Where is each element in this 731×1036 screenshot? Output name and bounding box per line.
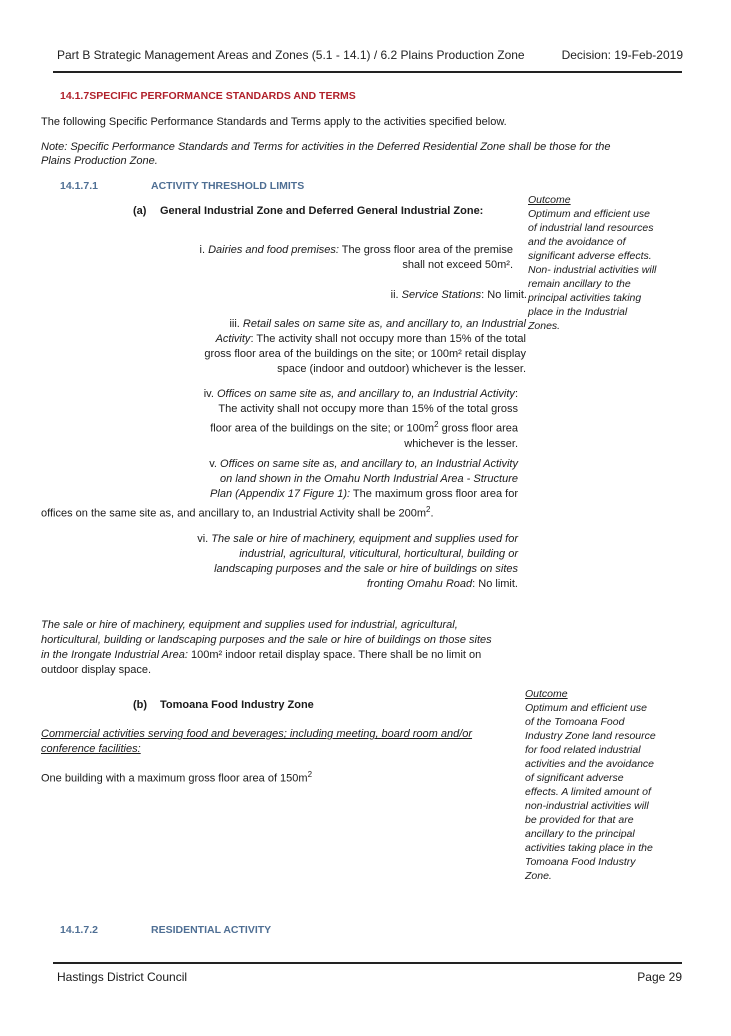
tomoana-limit: One building with a maximum gross floor area of $150m^2$ bbox=[41, 770, 313, 785]
section-title: 14.1.7SPECIFIC PERFORMANCE STANDARDS AND TERMS bbox=[60, 90, 356, 102]
item-v: v. Offices on same site as, and ancillary to, an Industrial Activity on land shown in the Omahu North Industrial Area - Structure Plan (Appendix 17 Figure 1): The maximum gross floor area for bbox=[209, 458, 518, 500]
header-decision-date: Decision: 19-Feb-2019 bbox=[561, 48, 683, 62]
tomoana-commercial-activities: Commercial activities serving food and beverages; including meeting, board room and/or conference facilities: bbox=[41, 728, 473, 755]
outcome-tomoana: Outcome Optimum and efficient use of the Tomoana Food Industry Zone land resource for food related industrial activities and the avoidance of significant adverse effects. A limited amount of non-industrial activities will be provided for that are ancillary to the principal activities taking place in the Tomoana Food Industry Zone. bbox=[525, 688, 656, 882]
item-iv: iv. Offices on same site as, and ancillary to, an Industrial Activity: The activity shall not occupy more than 15% of the total gross floor area of the buildings on the site; or $100m^2$ gross floor area whichever is the lesser. bbox=[203, 388, 518, 450]
outcome-industrial: Outcome Optimum and efficient use of industrial land resources and the avoidance of significant adverse effects. Non- industrial activities will remain ancillary to the principal activities taking place in the Industrial Zones. bbox=[528, 194, 657, 332]
item-vi: vi. The sale or hire of machinery, equipment and supplies used for industrial, agricultural, viticultural, horticultural, building or landscaping purposes and the sale or hire of buildings on sites fronting Omahu Road: No limit. bbox=[197, 533, 518, 590]
sub1-title: ACTIVITY THRESHOLD LIMITS bbox=[151, 180, 305, 192]
header-rule bbox=[53, 71, 682, 73]
para-a-label: (a) bbox=[133, 205, 147, 217]
sub2-number: 14.1.7.2 bbox=[60, 924, 98, 936]
item-i: i. Dairies and food premises: The gross floor area of the premise shall not exceed 50m². bbox=[199, 244, 513, 271]
sub2-title: RESIDENTIAL ACTIVITY bbox=[151, 924, 272, 936]
item-iii: iii. Retail sales on same site as, and ancillary to, an Industrial Activity: The activity shall not occupy more than 15% of the total gross floor area of the buildings on the site; or 100m² retail display space (indoor and outdoor) whichever is the lesser. bbox=[204, 318, 526, 375]
footer-council: Hastings District Council bbox=[57, 970, 188, 984]
footer-page-number: Page 29 bbox=[637, 970, 682, 984]
section-note: Note: Specific Performance Standards and Terms for activities in the Deferred Residential Zone shall be those for the Plains Production Zone. bbox=[41, 141, 611, 167]
header-title: Part B Strategic Management Areas and Zones (5.1 - 14.1) / 6.2 Plains Production Zone bbox=[57, 48, 525, 62]
sub1-number: 14.1.7.1 bbox=[60, 180, 98, 192]
para-a-title: General Industrial Zone and Deferred General Industrial Zone: bbox=[160, 205, 484, 217]
item-ii: ii. Service Stations: No limit. bbox=[390, 289, 527, 301]
irongate-paragraph: The sale or hire of machinery, equipment and supplies used for industrial, agricultural, horticultural, building or landscaping purposes and the sale or hire of buildings on those sites in the Irongate Industrial Area: 100m² indoor retail display space. There shall be no limit on outdoor display space. bbox=[41, 619, 492, 676]
footer-rule bbox=[53, 962, 682, 964]
item-v-tail: offices on the same site as, and ancillary to, an Industrial Activity shall be $200m^2$. bbox=[41, 505, 434, 520]
section-intro: The following Specific Performance Standards and Terms apply to the activities specified below. bbox=[41, 116, 507, 128]
para-b-label: (b) bbox=[133, 699, 148, 711]
para-b-title: Tomoana Food Industry Zone bbox=[160, 699, 314, 711]
